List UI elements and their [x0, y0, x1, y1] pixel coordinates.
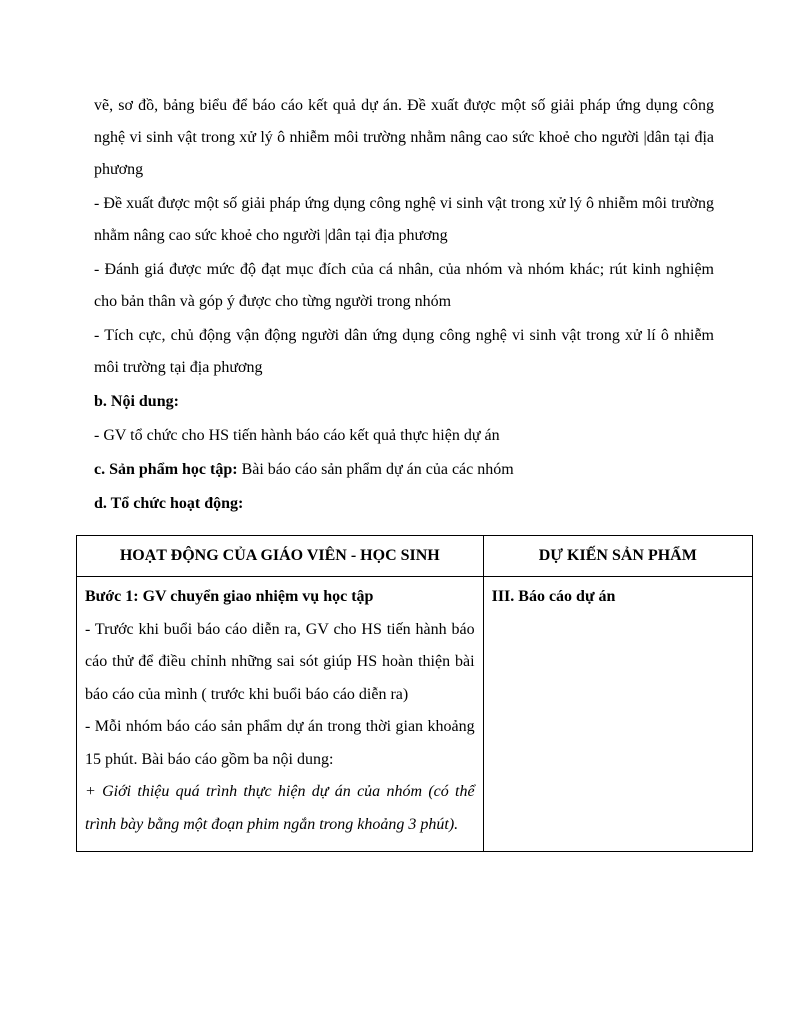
- step-title: Bước 1: GV chuyển giao nhiệm vụ học tập: [85, 588, 374, 605]
- activity-paragraph-2: - Mỗi nhóm báo cáo sản phẩm dự án trong thời gian khoảng 15 phút. Bài báo cáo gồm ba nội dung:: [85, 718, 475, 768]
- intro-paragraph-2: - Đề xuất được một số giải pháp ứng dụng công nghệ vi sinh vật trong xử lý ô nhiễm môi trường nhằm nâng cao sức khoẻ cho người |dân tại địa phương: [94, 195, 714, 244]
- product-label: c. Sản phẩm học tập:: [94, 461, 238, 478]
- product-cell-title: III. Báo cáo dự án: [491, 588, 616, 605]
- table-header-row: [77, 536, 753, 577]
- intro-paragraph-4: - Tích cực, chủ động vận động người dân ứng dụng công nghệ vi sinh vật trong xử lí ô nhiễm môi trường tại địa phương: [94, 327, 714, 376]
- intro-section: [94, 90, 714, 522]
- product-line: [94, 454, 714, 486]
- intro-paragraph-3: - Đánh giá được mức độ đạt mục đích của cá nhân, của nhóm và nhóm khác; rút kinh nghiệm cho bản thân và góp ý được cho từng người trong nhóm: [94, 261, 714, 310]
- header-activity: HOẠT ĐỘNG CỦA GIÁO VIÊN - HỌC SINH: [77, 536, 484, 577]
- product-cell: [483, 577, 752, 852]
- content-heading: b. Nội dung:: [94, 393, 179, 410]
- activity-table: [76, 535, 753, 852]
- intro-paragraph-1: vẽ, sơ đồ, bảng biểu để báo cáo kết quả dự án. Đề xuất được một số giải pháp ứng dụng công nghệ vi sinh vật trong xử lý ô nhiễm môi trường nhằm nâng cao sức khoẻ cho người |dân tại địa phương: [94, 97, 714, 178]
- activity-paragraph-1: - Trước khi buổi báo cáo diễn ra, GV cho HS tiến hành báo cáo thử để điều chỉnh những sai sót giúp HS hoàn thiện bài báo cáo của mình ( trước khi buổi báo cáo diễn ra): [85, 620, 475, 703]
- product-text: Bài báo cáo sản phẩm dự án của các nhóm: [237, 461, 514, 478]
- activity-cell: [77, 577, 484, 852]
- header-expected-product: DỰ KIẾN SẢN PHẨM: [483, 536, 752, 577]
- content-text: - GV tổ chức cho HS tiến hành báo cáo kết quả thực hiện dự án: [94, 427, 500, 444]
- activity-paragraph-3: + Giới thiệu quá trình thực hiện dự án của nhóm (có thể trình bày bằng một đoạn phim ngắn trong khoảng 3 phút).: [85, 783, 475, 833]
- organize-heading: d. Tổ chức hoạt động:: [94, 495, 244, 512]
- table-row: [77, 577, 753, 852]
